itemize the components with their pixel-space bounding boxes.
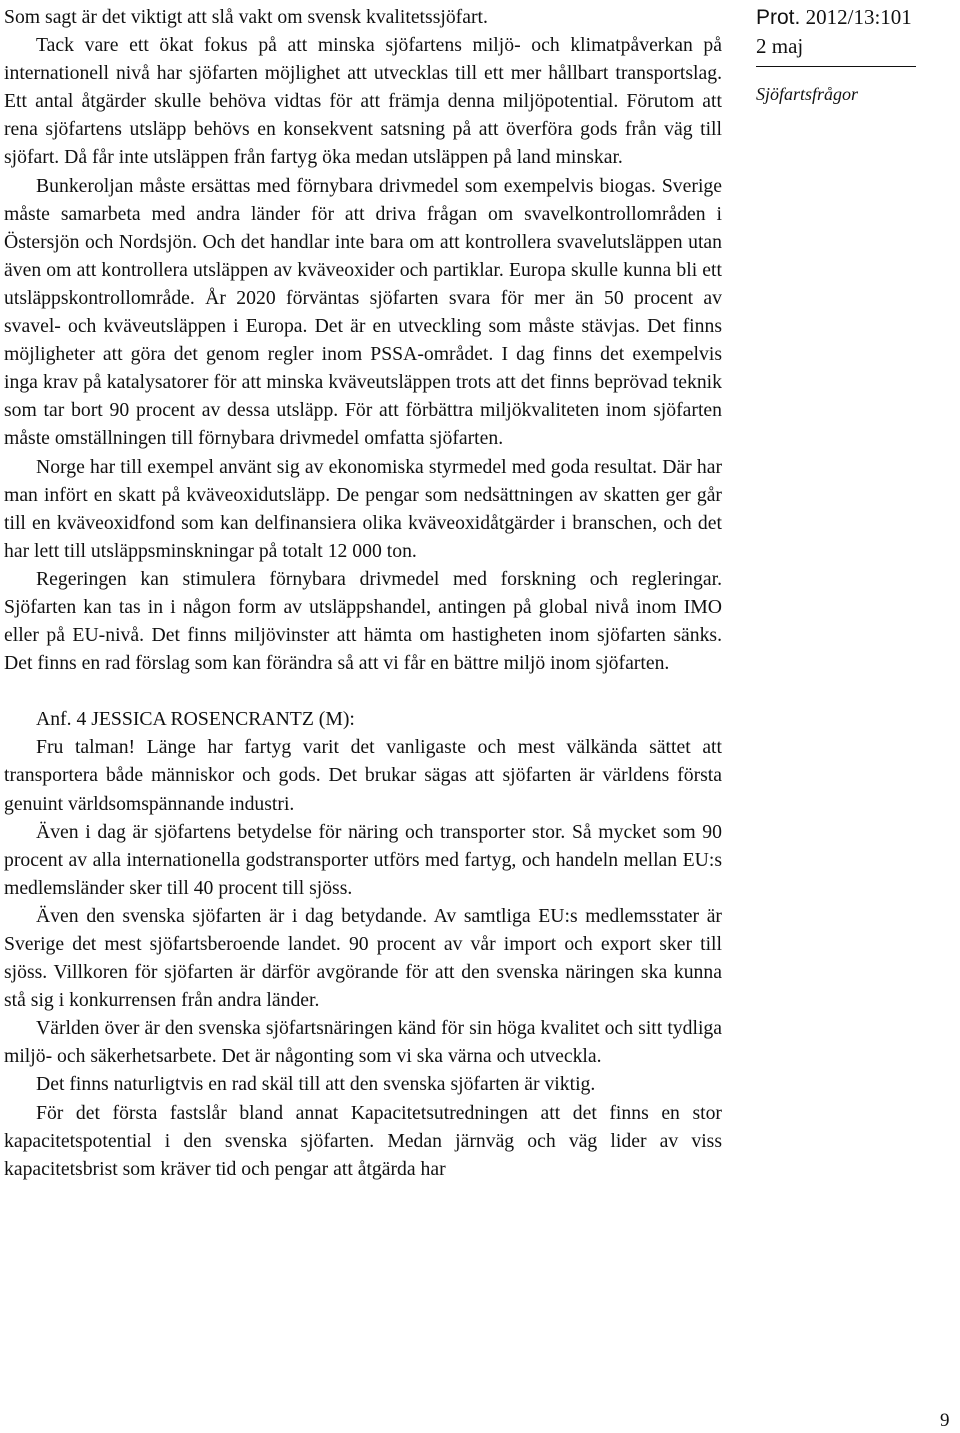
margin-column xyxy=(756,3,956,107)
speech-paragraph: Även i dag är sjöfartens betydelse för näring och transporter stor. Så mycket som 90 procent av alla internationella godstransporter utförs med fartyg, och handeln mellan EU:s medlemsländer sker till 40 procent till sjöss. xyxy=(4,820,722,899)
speech-paragraph: Det finns naturligtvis en rad skäl till att den svenska sjöfarten är viktig. xyxy=(36,1073,596,1096)
speech-paragraph: För det första fastslår bland annat Kapacitetsutredningen att det finns en stor kapacitetspotential i den svenska sjöfarten. Medan järnväg och väg lider av viss kapacitetsbrist som kräver tid och pengar att åtgärda har xyxy=(4,1101,722,1180)
page-number: 9 xyxy=(940,1410,950,1431)
protocol-reference xyxy=(756,3,956,32)
speaker-heading: Anf. 4 JESSICA ROSENCRANTZ (M): xyxy=(36,708,355,731)
speech-paragraph: Fru talman! Länge har fartyg varit det vanligaste och mest välkända sättet att transportera både människor och gods. Det brukar sägas att sjöfarten är världens första genuint världsomspännande industri. xyxy=(4,736,722,815)
protocol-number: 2012/13:101 xyxy=(805,5,912,29)
topic-label: Sjöfartsfrågor xyxy=(756,84,859,104)
main-text-column xyxy=(4,3,722,1183)
section-gap xyxy=(4,677,722,705)
header-divider xyxy=(756,66,916,67)
paragraph: Som sagt är det viktigt att slå vakt om svensk kvalitetssjöfart. xyxy=(4,6,488,28)
paragraph: Tack vare ett ökat fokus på att minska sjöfartens miljö- och klimatpåverkan på internationell nivå har sjöfarten möjlighet att utvecklas till ett mer hållbart transportslag. Ett antal åtgärder skulle behöva vidtas för att främja denna miljöpotential. Förutom att rena sjöfartens utsläpp behövs en konsekvent satsning på att överföra gods från väg till sjöfart. Då får inte utsläppen från fartyg öka medan utsläppen på land minskar. xyxy=(4,34,722,169)
speech-paragraph: Även den svenska sjöfarten är i dag betydande. Av samtliga EU:s medlemsstater är Sverige det mest sjöfartsberoende landet. 90 procent av vår import och export sker till sjöss. Villkoren för sjöfarten är därför avgörande för att den svenska näringen ska kunna stå sig i konkurrensen från andra länder. xyxy=(4,904,722,1012)
paragraph: Regeringen kan stimulera förnybara drivmedel med forskning och regleringar. Sjöfarten kan tas in i någon form av utsläppshandel, antingen på global nivå inom IMO eller på EU-nivå. Det finns miljövinster att hämta om hastigheten inom sjöfarten sänks. Det finns en rad förslag som kan förändra så att vi får en bättre miljö inom sjöfarten. xyxy=(4,567,722,675)
speech-paragraph: Världen över är den svenska sjöfartsnäringen känd för sin höga kvalitet och sitt tydliga miljö- och säkerhetsarbete. Det är någonting som vi ska värna och utveckla. xyxy=(4,1017,722,1068)
paragraph: Bunkeroljan måste ersättas med förnybara drivmedel som exempelvis biogas. Sverige måste samarbeta med andra länder för att driva frågan om svavelkontrollområden i Östersjön och Nordsjön. Och det handlar inte bara om att kontrollera svavelutsläppen utan även om att kontrollera utsläppen av kväveoxider och partiklar. Europa skulle kunna bli ett utsläppskontrollområde. År 2020 förväntas sjöfarten svara för mer än 50 procent av svavel- och kväveutsläppen i Europa. Det är en utveckling som måste stävjas. Det finns möjligheter att göra det genom regler inom PSSA-området. I dag finns det exempelvis inga krav på katalysatorer för att minska kväveutsläppen trots att det finns beprövad teknik som tar bort 90 procent av dessa utsläpp. För att förbättra miljökvaliteten inom sjöfarten måste omställningen till förnybara drivmedel omfatta sjöfarten. xyxy=(4,174,722,450)
protocol-label: Prot. xyxy=(756,6,801,29)
paragraph: Norge har till exempel använt sig av ekonomiska styrmedel med goda resultat. Där har man infört en skatt på kväveoxidutsläpp. De pengar som nedsättningen av skatten ger går till en kväveoxidfond som kan delfinansiera olika kväveoxidåtgärder i branschen, och det har lett till utsläppsminskningar på totalt 12 000 ton. xyxy=(4,455,722,562)
session-date: 2 maj xyxy=(756,34,804,58)
